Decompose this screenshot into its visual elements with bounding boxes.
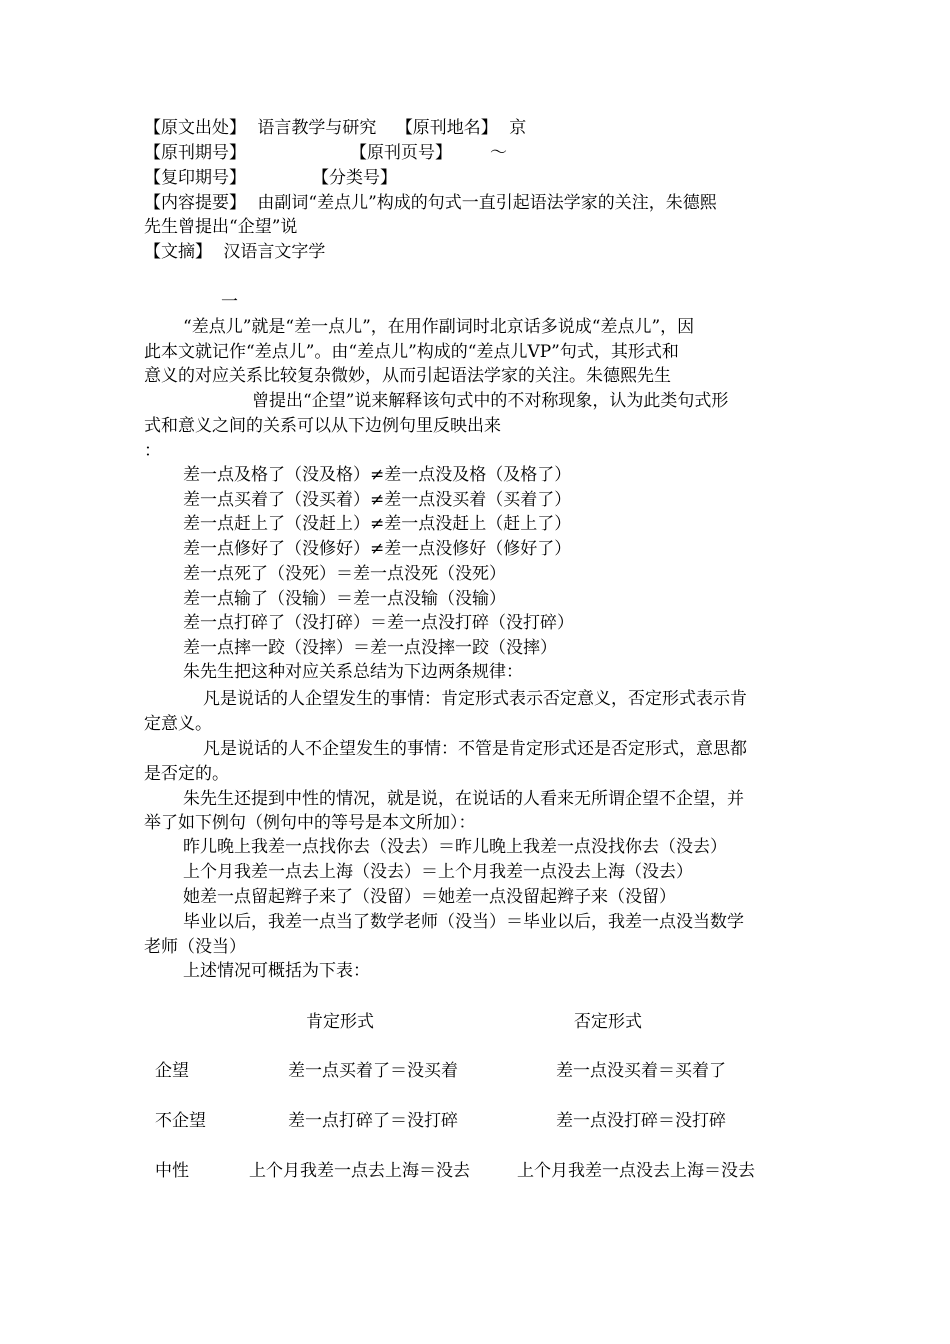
issue-label: 【原刊期号】 bbox=[144, 143, 246, 163]
reprint-label: 【复印期号】 bbox=[144, 168, 246, 188]
paragraph-line: “差点儿”就是“差一点儿”，在用作副词时北京话多说成“差点儿”，因 bbox=[183, 317, 695, 337]
table-cell: 上个月我差一点没去上海＝没去 bbox=[517, 1161, 755, 1181]
example-line: 毕业以后，我差一点当了数学老师（没当）＝毕业以后，我差一点没当数学 bbox=[183, 912, 744, 932]
paragraph-line: 式和意义之间的关系可以从下边例句里反映出来 bbox=[144, 416, 501, 436]
section-number: 一 bbox=[221, 292, 238, 312]
colon: ： bbox=[144, 441, 161, 461]
table-row-label: 企望 bbox=[155, 1061, 189, 1081]
table-header-positive: 肯定形式 bbox=[306, 1012, 374, 1032]
example-line: 老师（没当） bbox=[144, 937, 246, 957]
rule-1-line: 凡是说话的人企望发生的事情：肯定形式表示否定意义，否定形式表示肯 bbox=[203, 689, 747, 709]
example-line: 差一点摔一跤（没摔）＝差一点没摔一跤（没摔） bbox=[183, 638, 557, 658]
digest-line bbox=[144, 240, 325, 264]
place-label: 【原刊地名】 bbox=[395, 118, 498, 138]
source-value: 语言教学与研究 bbox=[257, 118, 377, 138]
paragraph-line: 曾提出“企望”说来解释该句式中的不对称现象，认为此类句式形 bbox=[252, 391, 729, 411]
example-line: 差一点输了（没输）＝差一点没输（没输） bbox=[183, 589, 506, 609]
table-cell: 差一点买着了＝没买着 bbox=[288, 1061, 458, 1081]
rule-2-line: 是否定的。 bbox=[144, 764, 229, 784]
source-line bbox=[144, 116, 526, 140]
source-label: 【原文出处】 bbox=[144, 118, 246, 138]
reprint-line bbox=[144, 166, 397, 190]
table-row-label: 不企望 bbox=[155, 1111, 206, 1131]
example-line: 她差一点留起辫子来了（没留）＝她差一点没留起辫子来（没留） bbox=[183, 887, 676, 907]
table-intro: 上述情况可概括为下表： bbox=[183, 961, 370, 981]
summary-sentence: 朱先生把这种对应关系总结为下边两条规律： bbox=[183, 662, 523, 682]
paragraph-line: 意义的对应关系比较复杂微妙，从而引起语法学家的关注。朱德熙先生 bbox=[144, 366, 671, 386]
example-line: 差一点死了（没死）＝差一点没死（没死） bbox=[183, 564, 506, 584]
rule-2-line: 凡是说话的人不企望发生的事情：不管是肯定形式还是否定形式，意思都 bbox=[203, 739, 747, 759]
digest-value: 汉语言文字学 bbox=[223, 242, 326, 262]
summary-line-2: 先生曾提出“企望”说 bbox=[144, 217, 298, 237]
table-cell: 差一点没买着＝买着了 bbox=[556, 1061, 726, 1081]
example-line: 差一点买着了（没买着）≠差一点没买着（买着了） bbox=[183, 490, 572, 510]
table-cell: 差一点打碎了＝没打碎 bbox=[288, 1111, 458, 1131]
table-cell: 差一点没打碎＝没打碎 bbox=[556, 1111, 726, 1131]
page-value: ～ bbox=[490, 143, 507, 163]
table-header-negative: 否定形式 bbox=[574, 1012, 642, 1032]
digest-label: 【文摘】 bbox=[144, 242, 212, 262]
summary-line bbox=[144, 191, 717, 215]
rule-1-line: 定意义。 bbox=[144, 714, 212, 734]
table-cell: 上个月我差一点去上海＝没去 bbox=[249, 1161, 470, 1181]
place-value: 京 bbox=[509, 118, 527, 138]
summary-label: 【内容提要】 bbox=[144, 193, 246, 213]
example-line: 差一点及格了（没及格）≠差一点没及格（及格了） bbox=[183, 465, 572, 485]
category-label: 【分类号】 bbox=[312, 168, 397, 188]
example-line: 昨儿晚上我差一点找你去（没去）＝昨儿晚上我差一点没找你去（没去） bbox=[183, 837, 727, 857]
example-line: 差一点修好了（没修好）≠差一点没修好（修好了） bbox=[183, 539, 572, 559]
example-line: 差一点赶上了（没赶上）≠差一点没赶上（赶上了） bbox=[183, 514, 572, 534]
paragraph-line: 此本文就记作“差点儿”。由“差点儿”构成的“差点儿VP”句式，其形式和 bbox=[144, 342, 679, 362]
neutral-line: 朱先生还提到中性的情况，就是说，在说话的人看来无所谓企望不企望，并 bbox=[183, 789, 744, 809]
page-label: 【原刊页号】 bbox=[350, 143, 452, 163]
issue-line bbox=[144, 141, 507, 165]
neutral-line: 举了如下例句（例句中的等号是本文所加）： bbox=[144, 813, 476, 833]
table-row-label: 中性 bbox=[155, 1161, 189, 1181]
example-line: 上个月我差一点去上海（没去）＝上个月我差一点没去上海（没去） bbox=[183, 862, 693, 882]
example-line: 差一点打碎了（没打碎）＝差一点没打碎（没打碎） bbox=[183, 613, 574, 633]
summary-text: 由副词“差点儿”构成的句式一直引起语法学家的关注，朱德熙 bbox=[257, 193, 717, 213]
